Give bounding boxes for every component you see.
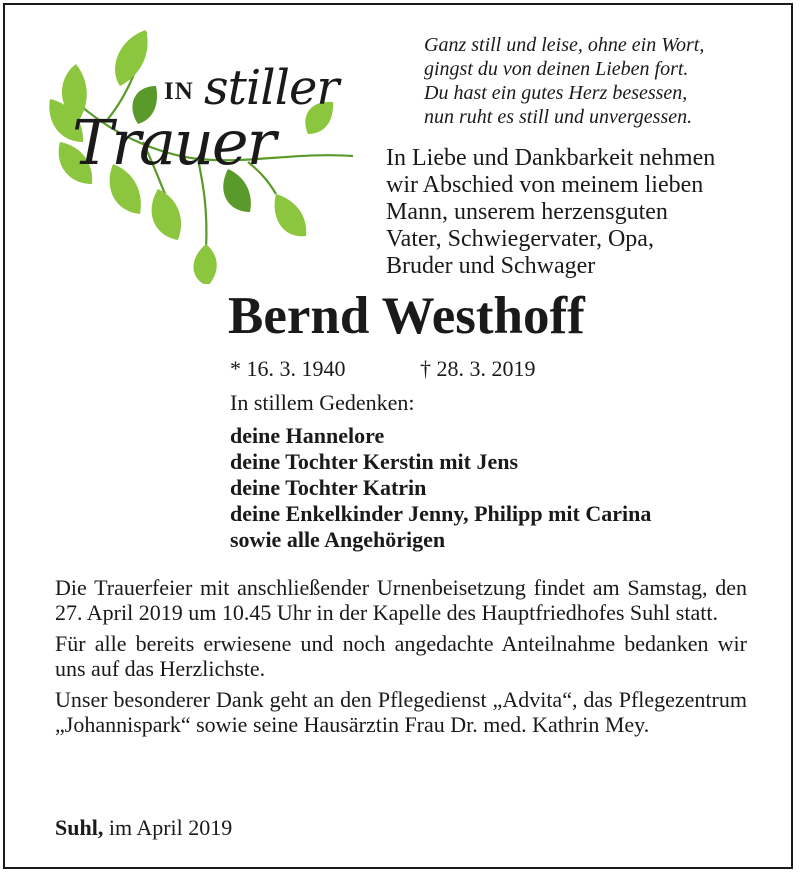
death-date: † 28. 3. 2019	[420, 356, 536, 381]
logo-word-stiller: stiller	[204, 60, 339, 116]
deceased-name: Bernd Westhoff	[228, 287, 585, 345]
logo-prefix: IN	[164, 78, 194, 105]
birth-date: * 16. 3. 1940	[230, 356, 346, 381]
signature	[55, 815, 232, 841]
mourner-item: deine Enkelkinder Jenny, Philipp mit Carina	[230, 501, 652, 526]
intro-line: Bruder und Schwager	[386, 253, 596, 279]
thanks-paragraph: Für alle bereits erwiesene und noch angedachte Anteilnahme bedanken wir uns auf das Herzlichste.	[55, 631, 747, 681]
intro-text	[386, 145, 786, 280]
poem-line: nun ruht es still und unvergessen.	[424, 106, 693, 128]
intro-line: wir Abschied von meinem lieben	[386, 172, 704, 198]
poem-line: Ganz still und leise, ohne ein Wort,	[424, 34, 705, 56]
in-stiller-trauer-logo	[48, 24, 358, 284]
signature-date: im April 2019	[108, 815, 233, 840]
mourner-item: deine Tochter Kerstin mit Jens	[230, 449, 519, 474]
special-thanks-paragraph: Unser besonderer Dank geht an den Pflegedienst „Advita“, das Pflegezentrum „Johannispark“ sowie seine Hausärztin Frau Dr. med. Kathrin Mey.	[55, 687, 747, 737]
mourner-item: deine Tochter Katrin	[230, 475, 427, 500]
poem-line: Du hast ein gutes Herz besessen,	[424, 82, 688, 104]
funeral-info-paragraph: Die Trauerfeier mit anschließender Urnenbeisetzung findet am Samstag, den 27. April 2019 um 10.45 Uhr in der Kapelle des Hauptfriedhofes Suhl statt.	[55, 575, 747, 625]
mourner-item: deine Hannelore	[230, 423, 385, 448]
body-text	[55, 575, 747, 743]
mourners-list	[230, 423, 651, 553]
mourner-item: sowie alle Angehörigen	[230, 527, 446, 552]
intro-line: In Liebe und Dankbarkeit nehmen	[386, 145, 716, 171]
gedenken-heading: In stillem Gedenken:	[230, 390, 415, 415]
poem-line: gingst du von deinen Lieben fort.	[424, 58, 689, 80]
intro-line: Vater, Schwiegervater, Opa,	[386, 226, 654, 252]
signature-place: Suhl,	[55, 815, 104, 840]
intro-line: Mann, unserem herzensguten	[386, 199, 668, 225]
logo-word-trauer: Trauer	[72, 106, 275, 179]
poem	[424, 33, 764, 129]
